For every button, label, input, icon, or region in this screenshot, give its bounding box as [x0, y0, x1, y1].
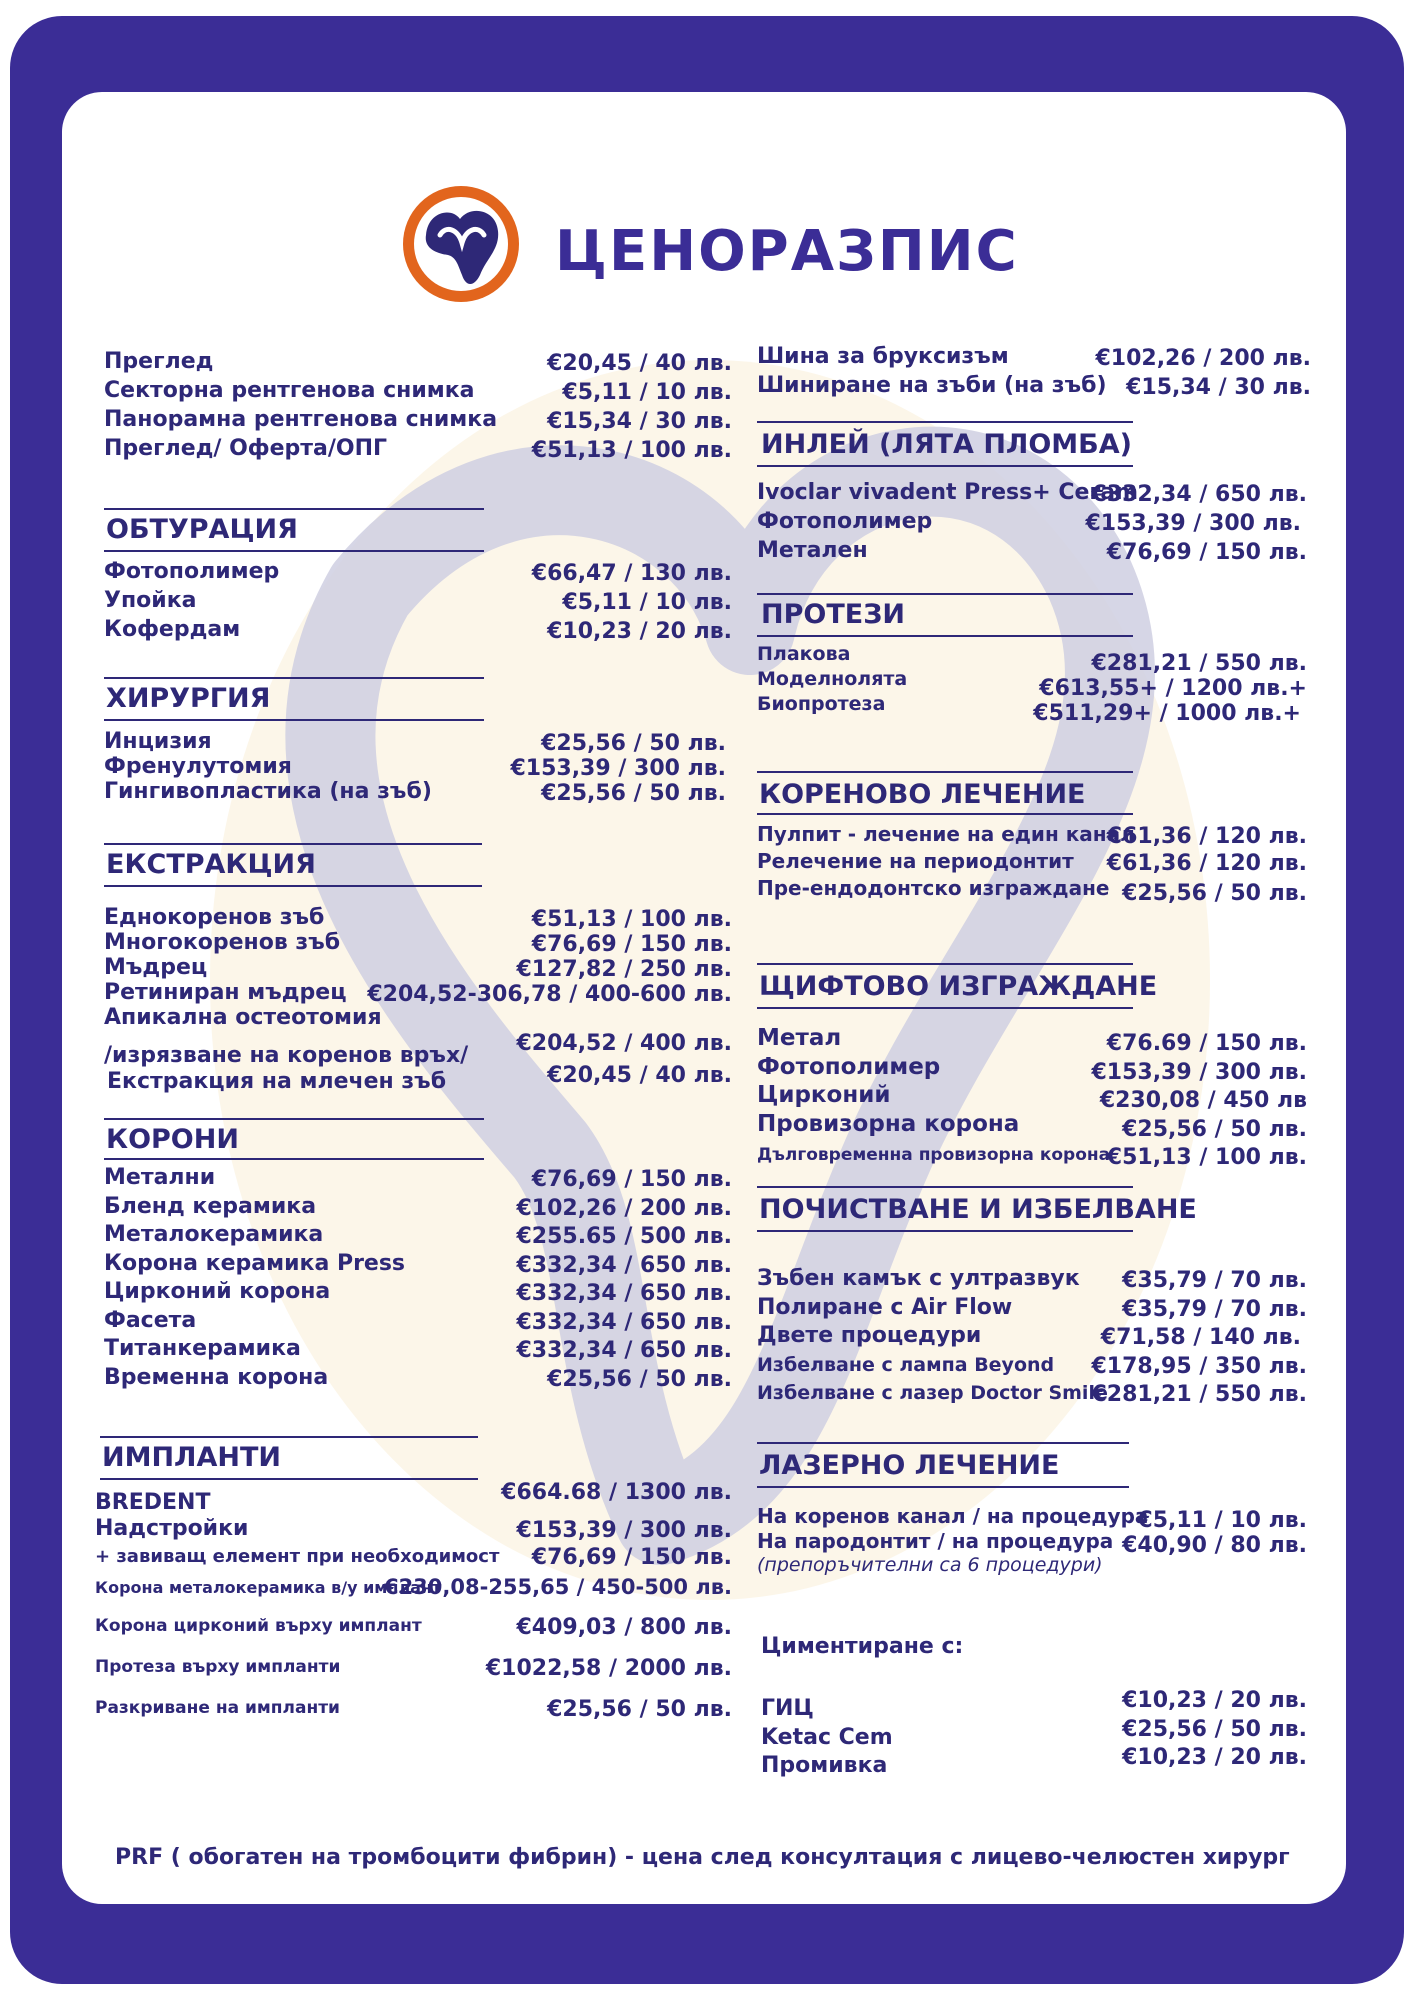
service-name: Фотополимер [757, 509, 933, 534]
list-item [104, 1194, 732, 1223]
service-price: €76,69 / 150 лв. [531, 1167, 732, 1192]
service-price: €51,13 / 100 лв. [1106, 1145, 1307, 1170]
service-price: €20,45 / 40 лв. [547, 1063, 732, 1088]
list-item [757, 538, 1307, 567]
service-price: €25,56 / 50 лв. [547, 1697, 732, 1722]
service-name: Фотополимер [104, 559, 280, 584]
service-name: + завиващ елемент при необходимост [95, 1546, 500, 1567]
service-name: Многокоренов зъб [104, 930, 341, 955]
service-price: €25,56 / 50 лв. [1122, 1116, 1307, 1142]
list-item [757, 668, 1307, 701]
service-name: Ketac Cem [761, 1724, 893, 1750]
list-item [104, 349, 732, 378]
tooth-logo-icon [400, 183, 522, 305]
service-price: €511,29+ / 1000 лв.+ [1033, 701, 1301, 726]
list-item [104, 1279, 732, 1308]
service-name: Цирконий корона [104, 1279, 331, 1304]
service-name: Метален [757, 538, 868, 563]
list-item [757, 876, 1307, 906]
divider [757, 771, 1133, 773]
service-price: €51,13 / 100 лв. [531, 907, 732, 932]
list-item [757, 849, 1307, 876]
service-name: Апикална остеотомия [104, 1005, 382, 1030]
list-item [104, 1165, 732, 1194]
section-title: КОРОНИ [106, 1124, 239, 1155]
list-item [104, 588, 732, 617]
service-name: Релечение на периодонтит [757, 849, 1074, 873]
service-price: €255.65 / 500 лв. [516, 1224, 732, 1249]
post-list [757, 1025, 1307, 1168]
service-name: Шина за бруксизъм [757, 344, 1009, 369]
service-name: Провизорна корона [757, 1110, 1020, 1137]
section-title: ИНЛЕЙ (ЛЯТА ПЛОМБА) [761, 429, 1132, 460]
inlay-list [757, 480, 1307, 567]
extraction-list [104, 905, 732, 1098]
service-price: €76,69 / 150 лв. [531, 1545, 732, 1570]
list-item [104, 617, 732, 646]
service-price: €204,52-306,78 / 400-600 лв. [367, 982, 732, 1007]
service-price: €61,36 / 120 лв. [1106, 824, 1307, 849]
service-price: €332,34 / 650 лв. [516, 1309, 732, 1335]
service-name: На пародонтит / на процедура [757, 1529, 1114, 1553]
divider [100, 1436, 478, 1438]
service-price: €5,11 / 10 лв. [1137, 1508, 1307, 1533]
divider [757, 963, 1133, 965]
service-price: €20,45 / 40 лв. [547, 351, 732, 376]
service-name: Френулутомия [104, 754, 292, 779]
service-name: Протеза върху импланти [95, 1657, 341, 1677]
service-price: €25,56 / 50 лв. [1122, 1716, 1307, 1742]
divider [757, 813, 1133, 815]
service-price: €153,39 / 300 лв. [1085, 511, 1301, 536]
list-item [757, 373, 1311, 402]
service-price: €664.68 / 1300 лв. [501, 1480, 732, 1505]
service-name: Полиране с Air Flow [757, 1294, 1013, 1320]
service-price: €35,79 / 70 лв. [1122, 1268, 1307, 1293]
divider [757, 1230, 1133, 1232]
service-name: /изрязване на коренов връх/ [104, 1043, 469, 1068]
service-price: €51,13 / 100 лв. [531, 438, 732, 463]
service-price: €15,34 / 30 лв. [547, 409, 732, 434]
service-price: €10,23 / 20 лв. [547, 619, 732, 644]
service-name: Биопротеза [757, 693, 886, 715]
implants-list [95, 1480, 732, 1724]
note-text: (препоръчителни са 6 процедури) [757, 1554, 1103, 1576]
service-price: €76,69 / 150 лв. [1106, 540, 1307, 565]
service-name: Избелване с лампа Beyond [757, 1353, 1055, 1376]
service-name: ГИЦ [761, 1696, 814, 1721]
list-item [104, 930, 732, 955]
list-item [757, 1082, 1307, 1111]
service-price: €40,90 / 80 лв. [1122, 1533, 1307, 1558]
service-price: €332,34 / 650 лв. [516, 1338, 732, 1363]
divider [757, 1186, 1133, 1188]
service-name: Ivoclar vivadent Press+ Ceram [757, 480, 1139, 505]
service-price: €5,11 / 10 лв. [562, 380, 732, 405]
service-name: Шиниране на зъби (на зъб) [757, 373, 1107, 398]
service-name: Плакова [757, 643, 851, 665]
service-name: Фотополимер [757, 1053, 941, 1080]
service-name: Метални [104, 1165, 216, 1190]
general-list [104, 349, 732, 465]
service-name: Надстройки [95, 1516, 249, 1541]
section-title: ОБТУРАЦИЯ [106, 514, 298, 545]
section-title: КОРЕНОВО ЛЕЧЕНИЕ [759, 779, 1086, 810]
service-price: €61,36 / 120 лв. [1106, 851, 1307, 876]
service-name: Моделнолята [757, 668, 908, 690]
service-price: €25,56 / 50 лв. [541, 731, 726, 756]
cleaning-list [757, 1266, 1307, 1409]
splints-list [757, 344, 1311, 402]
service-price: €281,21 / 550 лв. [1091, 651, 1307, 676]
service-name: Металокерамика [104, 1222, 324, 1247]
service-price: €1022,58 / 2000 лв. [485, 1656, 732, 1681]
list-item [757, 344, 1311, 373]
list-item [757, 1266, 1307, 1295]
service-name: Преглед [104, 349, 214, 374]
divider [757, 1442, 1129, 1444]
list-item [757, 1504, 1307, 1533]
list-item [104, 1222, 732, 1251]
service-name: Корона керамика Press [104, 1250, 406, 1276]
service-price: €153,39 / 300 лв. [516, 1518, 732, 1543]
section-title: ПРОТЕЗИ [761, 599, 905, 630]
service-name: Бленд керамика [104, 1193, 317, 1219]
service-price: €71,58 / 140 лв. [1100, 1325, 1301, 1350]
divider [104, 677, 484, 679]
list-item [104, 1308, 732, 1337]
service-name: Фасета [104, 1307, 197, 1333]
list-item [757, 1111, 1307, 1140]
service-price: €10,23 / 20 лв. [1122, 1688, 1307, 1713]
list-item [757, 1529, 1307, 1558]
service-price: €613,55+ / 1200 лв.+ [1039, 676, 1307, 701]
crowns-list [104, 1165, 732, 1393]
service-price: €153,39 / 300 лв. [510, 756, 726, 781]
divider [104, 843, 482, 845]
service-price: €102,26 / 200 лв. [516, 1195, 732, 1221]
service-price: €25,56 / 50 лв. [541, 781, 726, 806]
page-title: ЦЕНОРАЗПИС [555, 219, 1019, 284]
section-title: ЛАЗЕРНО ЛЕЧЕНИЕ [759, 1450, 1060, 1481]
divider [757, 1486, 1129, 1488]
service-price: €230,08-255,65 / 450-500 лв. [383, 1575, 732, 1599]
list-item [757, 1139, 1307, 1168]
list-item [104, 1251, 732, 1280]
service-name: Секторна рентгенова снимка [104, 378, 475, 403]
list-item [104, 754, 732, 779]
service-name: Метал [757, 1025, 842, 1051]
service-name: Ретиниран мъдрец [104, 980, 347, 1005]
divider [104, 508, 484, 510]
section-title: ИМПЛАНТИ [102, 1442, 281, 1473]
service-price: €25,56 / 50 лв. [1122, 881, 1307, 906]
service-name: Цирконий [757, 1082, 891, 1108]
list-item [95, 1654, 732, 1695]
service-price: €25,56 / 50 лв. [547, 1366, 732, 1392]
service-price: €127,82 / 250 лв. [516, 957, 732, 982]
divider [104, 885, 482, 887]
service-name: На коренов канал / на процедура [757, 1504, 1149, 1528]
list-item [95, 1543, 732, 1573]
service-name: Панорамна рентгенова снимка [104, 407, 498, 432]
service-name: Корона цирконий върху имплант [95, 1616, 422, 1636]
service-price: €66,47 / 130 лв. [531, 561, 732, 586]
service-name: Двете процедури [757, 1323, 982, 1348]
service-name: Дълговременна провизорна корона [757, 1145, 1111, 1165]
laser-list [757, 1504, 1307, 1579]
list-item [757, 1025, 1307, 1054]
service-price: €178,95 / 350 лв. [1091, 1353, 1307, 1379]
service-price: €281,21 / 550 лв. [1091, 1382, 1307, 1407]
service-name: Промивка [761, 1753, 888, 1778]
service-name: Мъдрец [104, 955, 208, 980]
list-item [104, 1336, 732, 1365]
list-item [104, 378, 732, 407]
list-item [757, 1380, 1307, 1409]
section-title: ЕКСТРАКЦИЯ [106, 849, 316, 880]
service-price: €204,52 / 400 лв. [516, 1031, 732, 1056]
list-item [95, 1573, 732, 1613]
list-item [95, 1516, 732, 1543]
service-price: €5,11 / 10 лв. [562, 590, 732, 615]
list-item [757, 822, 1307, 849]
service-name: Пулпит - лечение на един канал [757, 822, 1135, 846]
list-item [757, 480, 1307, 509]
section-title: ХИРУРГИЯ [106, 683, 271, 714]
divider [757, 465, 1133, 467]
list-item [104, 1005, 732, 1033]
service-name: Гингивопластика (на зъб) [104, 779, 432, 804]
list-item [757, 693, 1307, 726]
list-item [104, 955, 732, 980]
service-price: €230,08 / 450 лв [1099, 1088, 1307, 1113]
divider [104, 1158, 484, 1160]
list-item [757, 509, 1307, 538]
list-item [104, 407, 732, 436]
list-item [104, 436, 732, 465]
service-name: Зъбен камък с ултразвук [757, 1266, 1080, 1291]
divider [104, 550, 484, 552]
service-name: Преглед/ Оферта/ОПГ [104, 436, 388, 461]
cement-list [761, 1688, 1307, 1778]
list-item [104, 559, 732, 588]
dentures-list [757, 643, 1307, 726]
service-price: €76,69 / 150 лв. [531, 932, 732, 957]
service-name: Временна корона [104, 1364, 329, 1390]
divider [100, 1478, 478, 1480]
list-item [757, 1295, 1307, 1324]
obturation-list [104, 559, 732, 646]
service-name: Инцизия [104, 729, 212, 754]
service-name: Титанкерамика [104, 1336, 301, 1361]
service-name: Корона металокерамика в/у имплант [95, 1578, 442, 1597]
divider [104, 719, 484, 721]
service-name: Екстракция на млечен зъб [107, 1069, 447, 1094]
service-price: €332,34 / 650 лв. [516, 1252, 732, 1278]
service-price: €409,03 / 800 лв. [516, 1615, 732, 1640]
list-item [95, 1695, 732, 1724]
laser-note [757, 1554, 1307, 1579]
list-item [757, 1352, 1307, 1381]
service-price: €153,39 / 300 лв. [1091, 1059, 1307, 1085]
divider [757, 635, 1133, 637]
divider [104, 1118, 484, 1120]
service-price: €332,34 / 650 лв. [516, 1281, 732, 1306]
divider [757, 1007, 1133, 1009]
service-name: BREDENT [95, 1490, 211, 1515]
service-name: Кофердам [104, 617, 241, 642]
root-list [757, 822, 1307, 906]
list-item [757, 1323, 1307, 1352]
service-name: Избелване с лазер Doctor Smile [757, 1382, 1108, 1404]
section-title: ЩИФТОВО ИЗГРАЖДАНЕ [759, 971, 1158, 1002]
list-item [104, 905, 732, 930]
footer-note: PRF ( обогатен на тромбоцити фибрин) - цена след консултация с лицево-челюстен хирург [115, 1845, 1290, 1870]
list-item [104, 1063, 732, 1098]
service-name: Пре-ендодонтско изграждане [757, 876, 1110, 900]
list-item [104, 1365, 732, 1394]
divider [757, 593, 1133, 595]
service-name: Разкриване на импланти [95, 1698, 340, 1718]
service-price: €332,34 / 650 лв. [1091, 482, 1307, 507]
divider [757, 421, 1133, 423]
list-item [95, 1613, 732, 1654]
section-title: ПОЧИСТВАНЕ И ИЗБЕЛВАНЕ [759, 1194, 1197, 1225]
section-title: Циментиране с: [761, 1634, 964, 1659]
service-name: Упойка [104, 588, 197, 613]
list-item [757, 643, 1307, 676]
list-item [104, 980, 732, 1005]
surgery-list [104, 729, 732, 804]
service-price: €102,26 / 200 лв. [1095, 346, 1311, 371]
service-price: €35,79 / 70 лв. [1122, 1296, 1307, 1322]
service-price: €10,23 / 20 лв. [1122, 1745, 1307, 1770]
service-price: €15,34 / 30 лв. [1126, 375, 1311, 400]
list-item [761, 1745, 1307, 1778]
list-item [757, 1054, 1307, 1083]
service-price: €76.69 / 150 лв. [1106, 1031, 1307, 1056]
list-item [104, 779, 732, 804]
list-item [95, 1480, 732, 1516]
service-name: Еднокоренов зъб [104, 905, 325, 930]
list-item [104, 729, 732, 754]
